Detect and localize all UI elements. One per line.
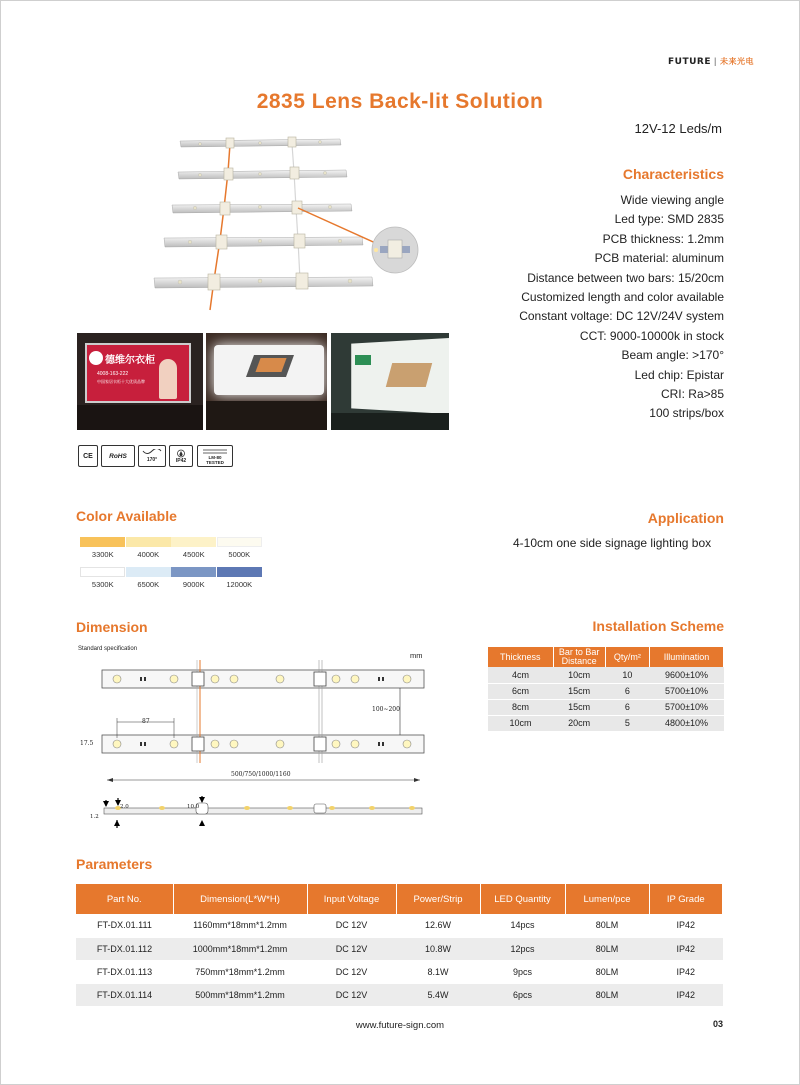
application-text: 4-10cm one side signage lighting box: [513, 536, 712, 550]
swatch-label: 3300K: [91, 550, 114, 559]
color-swatch: [217, 567, 262, 577]
brand-logo-text: FUTURE: [668, 57, 711, 67]
page-subtitle: 12V-12 Leds/m: [634, 121, 722, 136]
color-swatch: [126, 567, 171, 577]
rohs-icon: RoHS: [101, 445, 135, 467]
swatch-label: 9000K: [182, 580, 205, 589]
led-bar: [154, 277, 373, 288]
column-header: Input Voltage: [307, 884, 396, 914]
swatch-label: 5300K: [91, 580, 114, 589]
sign-brand-text: 德维尔衣柜: [105, 355, 155, 366]
installation-table: [488, 647, 724, 732]
color-swatch: [80, 537, 125, 547]
characteristic-item: Led type: SMD 2835: [614, 212, 724, 227]
swatch-label: 4500K: [182, 550, 205, 559]
characteristic-item: PCB material: aluminum: [594, 251, 724, 266]
table-row: FT-DX.01.113 750mm*18mm*1.2mm DC 12V 8.1W 9pcs 80LM IP42: [76, 960, 723, 983]
table-row: 4cm 10cm 10 9600±10%: [488, 667, 724, 683]
characteristic-item: PCB thickness: 1.2mm: [602, 231, 724, 246]
swatch-label: 12000K: [226, 580, 253, 589]
characteristic-item: CCT: 9000-10000k in stock: [579, 328, 724, 343]
product-illustration: [150, 132, 420, 312]
pitch-label: 87: [142, 718, 150, 725]
color-available-heading: Color Available: [76, 508, 177, 524]
beam-angle-icon: 170°: [138, 445, 166, 467]
bar-gap-label: 100~200: [372, 706, 400, 713]
led-bar: [172, 204, 352, 213]
sign-slogan: 中国家居衣柜十大优质品牌: [97, 379, 145, 384]
characteristic-item: Led chip: Epistar: [634, 367, 724, 382]
installation-heading: Installation Scheme: [592, 618, 724, 634]
page-title: 2835 Lens Back-lit Solution: [256, 90, 544, 113]
color-swatch: [217, 537, 262, 547]
height-label-3: 10.0: [187, 804, 200, 810]
color-swatch: [126, 537, 171, 547]
column-header: Power/Strip: [396, 884, 480, 914]
column-header: Thickness: [488, 647, 553, 667]
application-photo-1: [77, 333, 203, 430]
swatch-labels-1: [80, 550, 262, 559]
width-label: 17.5: [80, 740, 94, 747]
brand-logo: FUTURE | 未来光电: [668, 56, 755, 67]
characteristic-item: 100 strips/box: [649, 406, 724, 421]
characteristic-item: Beam angle: >170°: [621, 348, 724, 363]
column-header: Lumen/pce: [565, 884, 649, 914]
droplet-icon: [176, 449, 186, 458]
swatch-row-1: [80, 537, 262, 547]
parameters-table: [76, 884, 723, 1007]
page-number: 03: [712, 1019, 723, 1029]
length-label: 500/750/1000/1160: [231, 771, 291, 778]
column-header: Part No.: [76, 884, 173, 914]
color-swatch: [171, 537, 216, 547]
table-row: FT-DX.01.111 1160mm*18mm*1.2mm DC 12V 12.6W 14pcs 80LM IP42: [76, 914, 723, 937]
characteristic-item: Distance between two bars: 15/20cm: [527, 270, 724, 285]
sign-phone: 4008-163-222: [97, 371, 129, 377]
lm80-icon: LM-80 TESTED: [197, 445, 233, 467]
dimension-drawing: [82, 658, 432, 828]
ip-rating-icon: IP42: [169, 445, 193, 467]
characteristic-item: Wide viewing angle: [620, 193, 724, 207]
parameters-heading: Parameters: [76, 856, 153, 872]
swatch-label: 6500K: [137, 580, 160, 589]
height-label-1: 1.2: [90, 814, 99, 820]
wave-icon: [142, 449, 162, 457]
column-header: Dimension(L*W*H): [173, 884, 307, 914]
color-swatch: [80, 567, 125, 577]
characteristics-list: [519, 191, 724, 424]
application-photo-2: [206, 333, 327, 430]
characteristic-item: Constant voltage: DC 12V/24V system: [519, 309, 724, 324]
characteristic-item: CRI: Ra>85: [660, 387, 724, 402]
led-bar: [178, 170, 347, 179]
characteristic-item: Customized length and color available: [521, 290, 724, 305]
column-header: Bar to Bar Distance: [553, 647, 605, 667]
application-photo-3: [331, 333, 449, 430]
column-header: LED Quantity: [480, 884, 565, 914]
ce-icon: CE: [78, 445, 98, 467]
table-row: FT-DX.01.114 500mm*18mm*1.2mm DC 12V 5.4W 6pcs 80LM IP42: [76, 983, 723, 1006]
table-row: 8cm 15cm 6 5700±10%: [488, 699, 724, 715]
unit-label: mm: [410, 651, 423, 660]
table-row: 6cm 15cm 6 5700±10%: [488, 683, 724, 699]
characteristics-heading: Characteristics: [622, 166, 724, 182]
dimension-heading: Dimension: [76, 619, 148, 635]
footer-website[interactable]: www.future-sign.com: [355, 1020, 445, 1031]
brand-chinese: 未来光电: [720, 57, 755, 66]
height-label-2: 2.0: [120, 804, 129, 810]
lm80-chart-icon: [201, 448, 229, 455]
column-header: Qty/m²: [605, 647, 649, 667]
swatch-row-2: [80, 567, 262, 577]
swatch-labels-2: [80, 580, 262, 589]
table-row: FT-DX.01.112 1000mm*18mm*1.2mm DC 12V 10.8W 12pcs 80LM IP42: [76, 937, 723, 960]
led-bar: [164, 237, 363, 247]
swatch-label: 5000K: [228, 550, 251, 559]
table-row: 10cm 20cm 5 4800±10%: [488, 715, 724, 731]
column-header: IP Grade: [649, 884, 723, 914]
application-heading: Application: [647, 510, 724, 526]
swatch-label: 4000K: [137, 550, 160, 559]
standard-spec-label: Standard specification: [78, 646, 138, 652]
color-swatch: [171, 567, 216, 577]
column-header: Illumination: [650, 647, 724, 667]
